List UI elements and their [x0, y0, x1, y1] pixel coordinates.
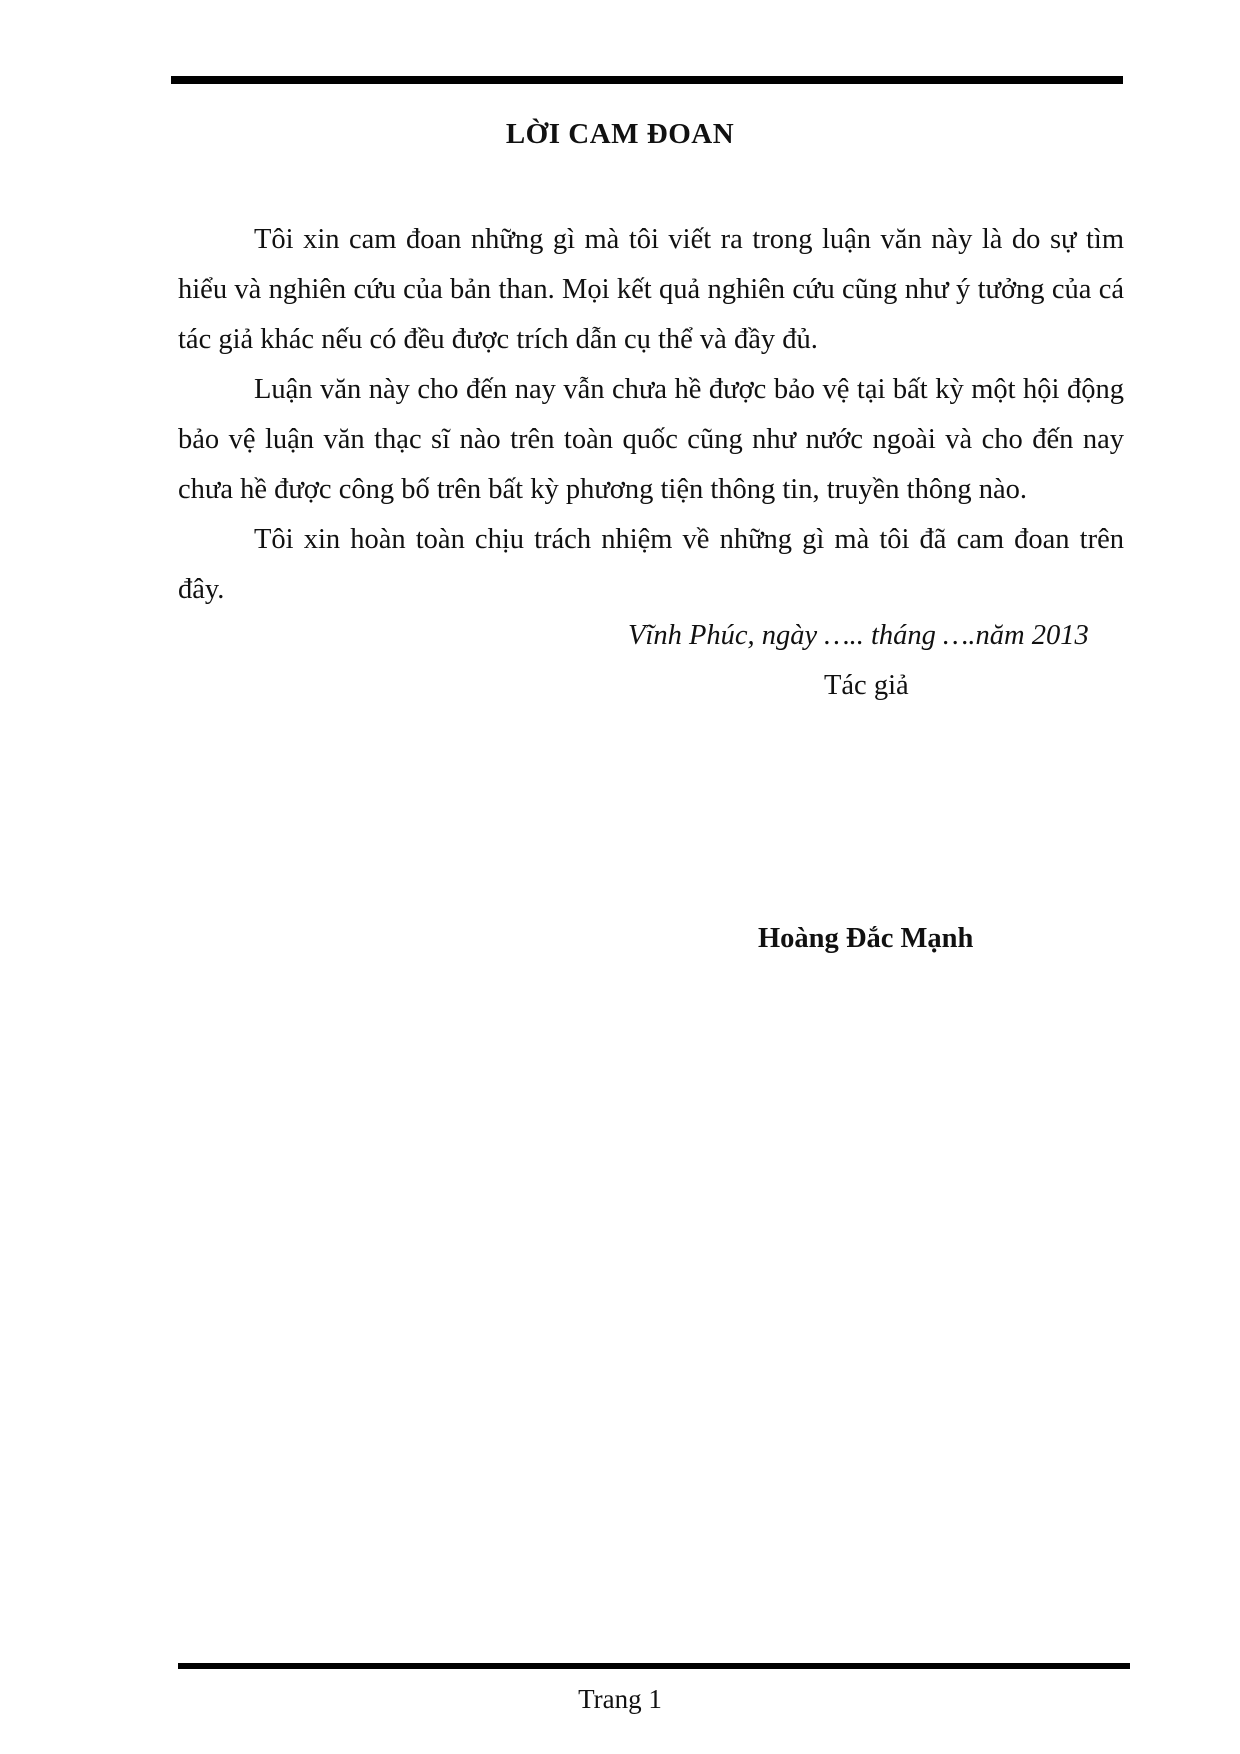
author-label: Tác giả	[824, 670, 909, 701]
dateline: Vĩnh Phúc, ngày ….. tháng ….năm 2013	[628, 620, 1089, 651]
paragraph-1: Tôi xin cam đoan những gì mà tôi viết ra trong luận văn này là do sự tìm hiểu và nghiên cứu của bản than. Mọi kết quả nghiên cứu cũng như ý tưởng của cá tác giả khác nếu có đều được trích dẫn cụ thể và đầy đủ.	[178, 224, 1124, 355]
page-number: Trang 1	[578, 1684, 662, 1714]
paragraph-2: Luận văn này cho đến nay vẫn chưa hề được bảo vệ tại bất kỳ một hội động bảo vệ luận văn thạc sĩ nào trên toàn quốc cũng như nước ngoài và cho đến nay chưa hề được công bố trên bất kỳ phương tiện thông tin, truyền thông nào.	[178, 374, 1124, 505]
page-title: LỜI CAM ĐOAN	[505, 118, 735, 150]
header-rule	[171, 76, 1123, 84]
footer-rule	[178, 1663, 1130, 1669]
declaration-body	[178, 215, 1124, 615]
author-name: Hoàng Đắc Mạnh	[758, 923, 974, 954]
paragraph-3: Tôi xin hoàn toàn chịu trách nhiệm về những gì mà tôi đã cam đoan trên đây.	[178, 524, 1124, 605]
